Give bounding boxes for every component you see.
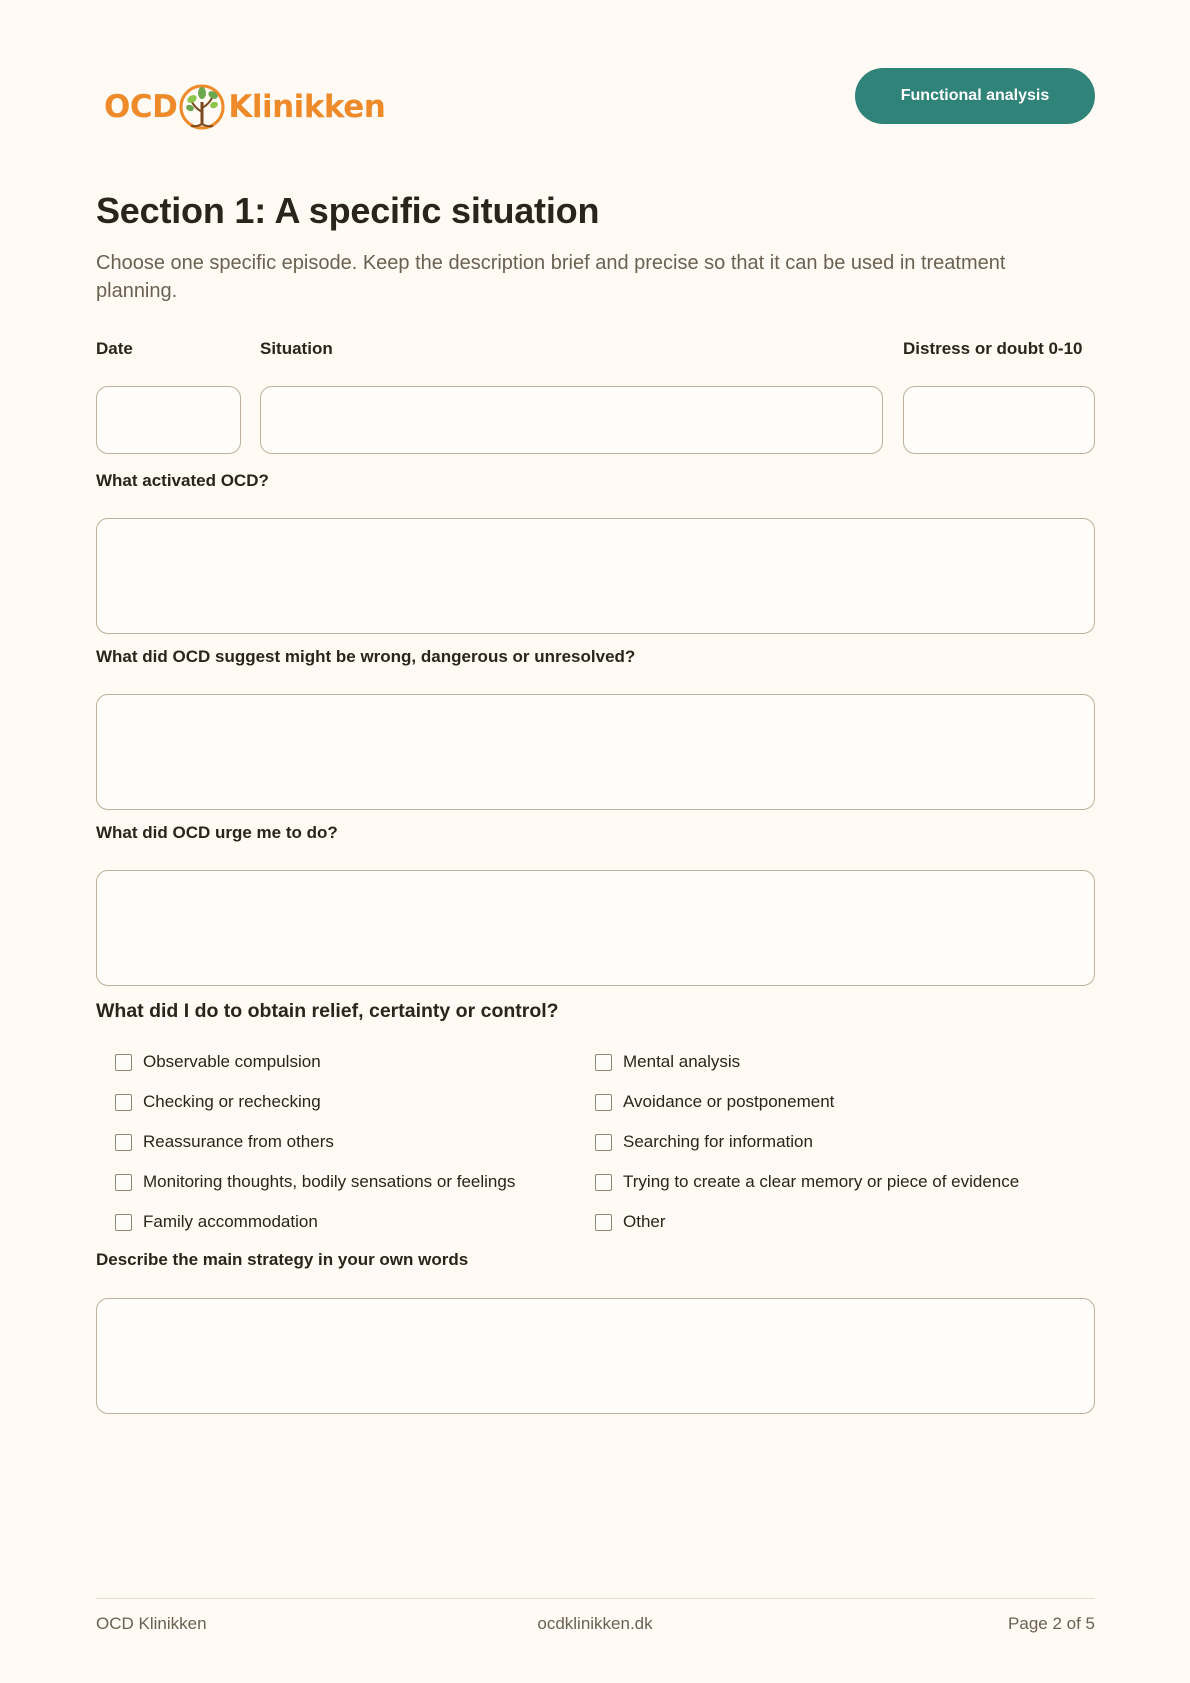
checkbox[interactable] [115,1134,132,1151]
situation-field[interactable] [260,386,883,454]
check-reassurance[interactable] [115,1132,334,1152]
checkbox-label: Mental analysis [623,1052,741,1071]
functional-analysis-badge: Functional analysis [855,68,1095,124]
check-family-accommodation[interactable] [115,1212,318,1232]
footer-org: OCD Klinikken [96,1614,207,1633]
checkbox[interactable] [595,1174,612,1191]
date-label: Date [96,339,133,358]
activated-label: What activated OCD? [96,471,269,490]
date-field[interactable] [96,386,241,454]
checkbox[interactable] [595,1094,612,1111]
checkbox[interactable] [595,1054,612,1071]
checkbox-label: Avoidance or postponement [623,1092,835,1111]
check-clear-memory[interactable] [595,1172,1019,1192]
checkbox-label: Reassurance from others [143,1132,334,1151]
checkbox[interactable] [595,1214,612,1231]
check-observable-compulsion[interactable] [115,1052,321,1072]
footer-divider [96,1598,1095,1599]
checkbox-label: Observable compulsion [143,1052,321,1071]
strategy-label: Describe the main strategy in your own words [96,1250,469,1269]
checkbox[interactable] [115,1214,132,1231]
checkbox-label: Trying to create a clear memory or piece of evidence [623,1172,1020,1191]
check-mental-analysis[interactable] [595,1052,740,1072]
suggest-field[interactable] [96,694,1095,810]
check-monitoring[interactable] [115,1172,515,1192]
check-searching[interactable] [595,1132,813,1152]
situation-label: Situation [260,339,333,358]
footer-page-number: Page 2 of 5 [1008,1614,1095,1633]
check-avoidance[interactable] [595,1092,834,1112]
logo-text-left: OCD [104,89,178,125]
section-title: Section 1: A specific situation [96,190,600,231]
tree-logo-icon [177,80,227,134]
checkbox-label: Checking or rechecking [143,1092,321,1111]
footer-website: ocdklinikken.dk [537,1614,653,1633]
urge-field[interactable] [96,870,1095,986]
checkbox[interactable] [115,1054,132,1071]
checkbox[interactable] [595,1134,612,1151]
logo-text-right: Klinikken [228,89,386,125]
distress-label: Distress or doubt 0-10 [903,339,1083,358]
checkbox-label: Other [623,1212,666,1231]
checkbox[interactable] [115,1174,132,1191]
urge-label: What did OCD urge me to do? [96,823,338,842]
checkbox-label: Monitoring thoughts, bodily sensations or feelings [143,1172,516,1191]
strategy-field[interactable] [96,1298,1095,1414]
ocd-klinikken-logo [104,80,385,134]
distress-field[interactable] [903,386,1095,454]
check-other[interactable] [595,1212,666,1232]
suggest-label: What did OCD suggest might be wrong, dangerous or unresolved? [96,647,636,666]
check-checking[interactable] [115,1092,321,1112]
relief-question: What did I do to obtain relief, certainty or control? [96,1000,559,1022]
checkbox[interactable] [115,1094,132,1111]
section-intro: Choose one specific episode. Keep the description brief and precise so that it can be used in treatment planning. [96,252,1006,302]
checkbox-label: Searching for information [623,1132,813,1151]
checkbox-label: Family accommodation [143,1212,318,1231]
activated-field[interactable] [96,518,1095,634]
